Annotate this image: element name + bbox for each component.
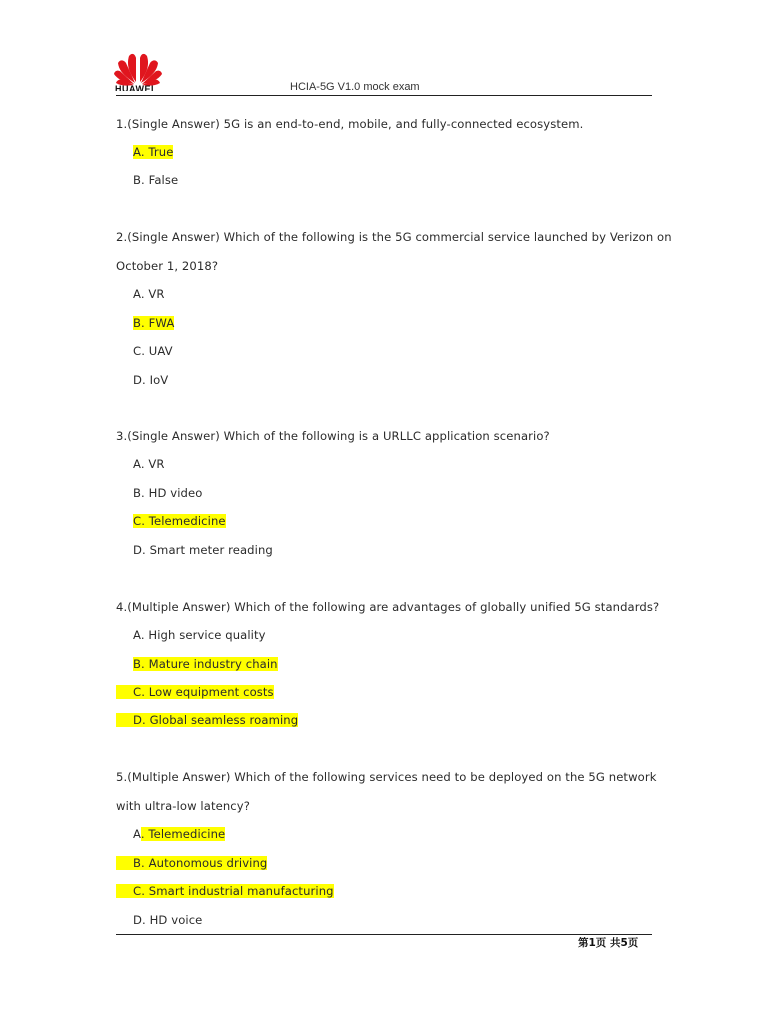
question-5-text: 5.(Multiple Answer) Which of the following services need to be deployed on the 5G network [116, 770, 657, 784]
brand-wordmark: HUAWEI [115, 84, 154, 91]
question-4-option-c: C. Low equipment costs [116, 684, 274, 700]
question-3-option-d: D. Smart meter reading [133, 543, 273, 557]
question-4-option-d: D. Global seamless roaming [116, 712, 298, 728]
question-4-option-b: B. Mature industry chain [133, 657, 278, 671]
question-2-option-d: D. IoV [133, 373, 169, 387]
question-5-option-b: B. Autonomous driving [116, 855, 267, 871]
question-3-option-a: A. VR [133, 457, 165, 471]
question-3-option-c: C. Telemedicine [133, 514, 226, 528]
question-5-text-cont: with ultra-low latency? [116, 799, 250, 813]
question-2-text: 2.(Single Answer) Which of the following is the 5G commercial service launched by Verizon on [116, 230, 672, 244]
question-1-option-a: A. True [133, 145, 174, 159]
footer-divider [116, 934, 652, 935]
header-divider [116, 95, 652, 96]
question-4-option-a: A. High service quality [133, 628, 266, 642]
question-2-option-b: B. FWA [133, 316, 175, 330]
question-1-text: 1.(Single Answer) 5G is an end-to-end, mobile, and fully-connected ecosystem. [116, 117, 584, 131]
question-5-option-c: C. Smart industrial manufacturing [116, 883, 334, 899]
question-5-option-a: A. Telemedicine [133, 827, 226, 841]
question-2-option-c: C. UAV [133, 344, 173, 358]
question-2-text-cont: October 1, 2018? [116, 259, 219, 273]
question-3-option-b: B. HD video [133, 486, 203, 500]
page-number: 第1页 共5页 [578, 937, 639, 949]
question-4-text: 4.(Multiple Answer) Which of the following are advantages of globally unified 5G standards? [116, 600, 660, 614]
document-header-title: HCIA-5G V1.0 mock exam [290, 81, 420, 93]
question-5-option-d: D. HD voice [133, 913, 203, 927]
question-2-option-a: A. VR [133, 287, 165, 301]
question-3-text: 3.(Single Answer) Which of the following is a URLLC application scenario? [116, 429, 550, 443]
question-1-option-b: B. False [133, 173, 179, 187]
